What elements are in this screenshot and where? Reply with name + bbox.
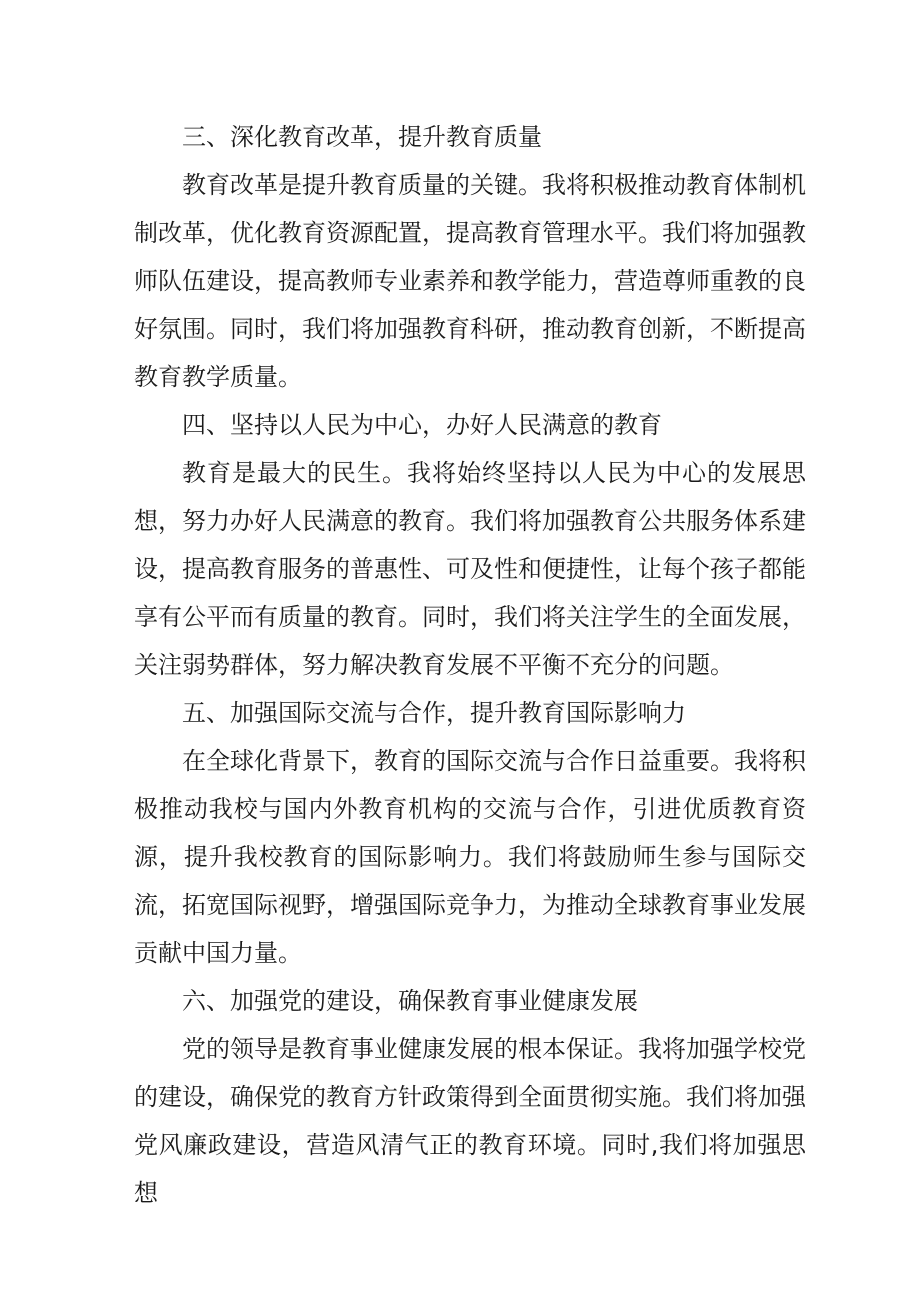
section-paragraph-3: 教育改革是提升教育质量的关键。我将积极推动教育体制机制改革，优化教育资源配置，提高教育管理水平。我们将加强教师队伍建设，提高教师专业素养和教学能力，营造尊师重教的良好氛围。同时，我们将加强教育科研，推动教育创新，不断提高教育教学质量。 xyxy=(134,171,806,391)
section-heading-3: 三、深化教育改革，提升教育质量 xyxy=(182,123,542,151)
section-paragraph-6: 党的领导是教育事业健康发展的根本保证。我将加强学校党的建设，确保党的教育方针政策得到全面贯彻实施。我们将加强党风廉政建设，营造风清气正的教育环境。同时,我们将加强思想 xyxy=(134,1035,806,1207)
section-heading-6: 六、加强党的建设，确保教育事业健康发展 xyxy=(182,987,638,1015)
section-heading-5: 五、加强国际交流与合作，提升教育国际影响力 xyxy=(182,699,686,727)
section-paragraph-4: 教育是最大的民生。我将始终坚持以人民为中心的发展思想，努力办好人民满意的教育。我们将加强教育公共服务体系建设，提高教育服务的普惠性、可及性和便捷性，让每个孩子都能享有公平而有质量的教育。同时，我们将关注学生的全面发展，关注弱势群体，努力解决教育发展不平衡不充分的问题。 xyxy=(134,459,806,679)
section-heading-4: 四、坚持以人民为中心，办好人民满意的教育 xyxy=(182,411,662,439)
document-body xyxy=(134,113,806,1217)
section-paragraph-5: 在全球化背景下，教育的国际交流与合作日益重要。我将积极推动我校与国内外教育机构的交流与合作，引进优质教育资源，提升我校教育的国际影响力。我们将鼓励师生参与国际交流，拓宽国际视野，增强国际竞争力，为推动全球教育事业发展贡献中国力量。 xyxy=(134,747,806,967)
